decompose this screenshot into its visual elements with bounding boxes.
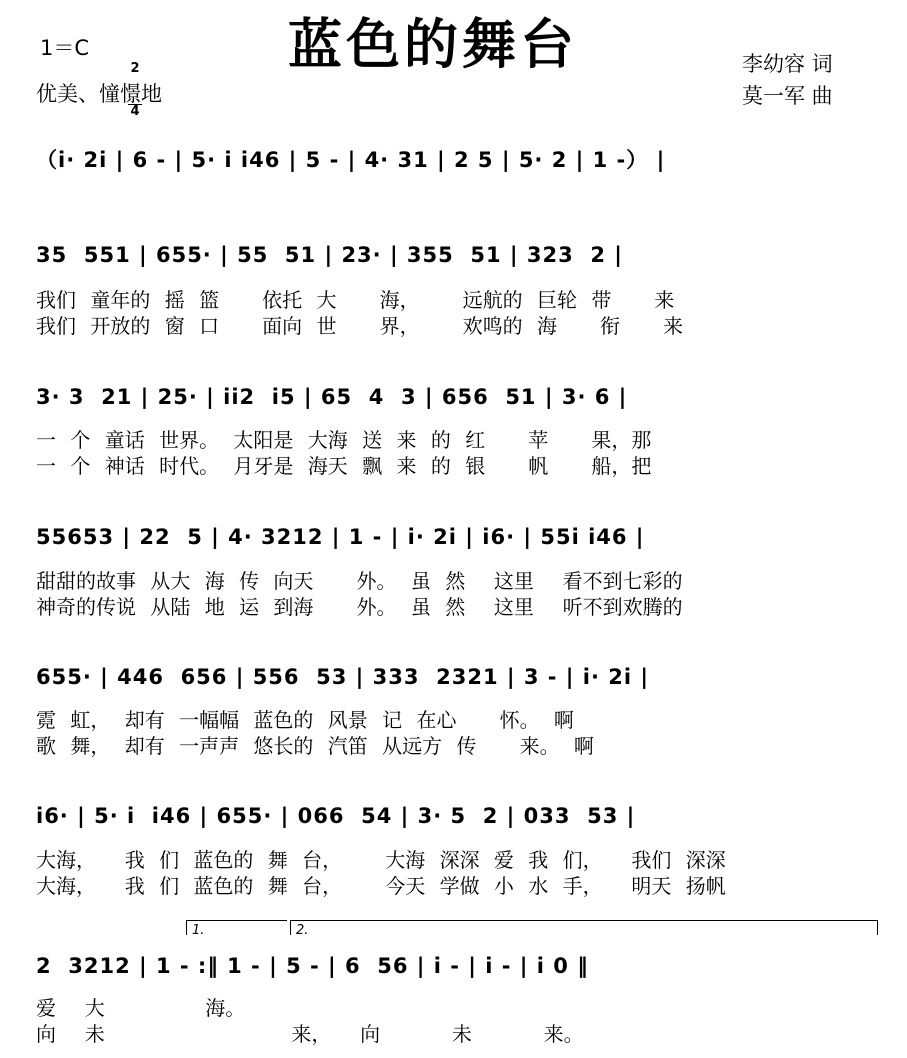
first-ending-label: 1. <box>192 923 205 938</box>
notation-line-intro: （i· 2i | 6 - | 5· i i46 | 5 - | 4· 31 | 2 5 | 5· 2 | 1 -） | <box>36 148 666 172</box>
tempo-marking: 优美、憧憬地 <box>36 82 162 106</box>
key-signature: 1＝C <box>40 36 90 60</box>
lyrics-verse1-line-2: 一 个 童话 世界。 太阳是 大海 送 来 的 红 苹 果，那 <box>36 428 652 452</box>
lyrics-verse1-line-4: 霓 虹， 却有 一幅幅 蓝色的 风景 记 在心 怀。 啊 <box>36 708 574 732</box>
lyrics-verse2-line-4: 歌 舞， 却有 一声声 悠长的 汽笛 从远方 传 来。 啊 <box>36 734 594 758</box>
notation-line-6: 2 3212 | 1 - :‖ 1 - | 5 - | 6 56 | i - | i - | i 0 ‖ <box>36 954 589 978</box>
time-signature-bottom: 4 <box>128 104 142 119</box>
second-ending-label: 2. <box>296 923 309 938</box>
first-ending-bracket <box>186 920 287 938</box>
notation-line-5: i6· | 5· i i46 | 655· | 066 54 | 3· 5 2 | 033 53 | <box>36 804 636 828</box>
notation-line-4: 655· | 446 656 | 556 53 | 333 2321 | 3 - | i· 2i | <box>36 665 650 689</box>
second-ending-bracket <box>290 920 878 938</box>
notation-line-3: 55653 | 22 5 | 4· 3212 | 1 - | i· 2i | i6· | 55i i46 | <box>36 525 645 549</box>
lyricist-credit: 李幼容 词 <box>742 52 833 76</box>
composer-credit: 莫一军 曲 <box>742 84 833 108</box>
lyrics-verse2-line-2: 一 个 神话 时代。 月牙是 海天 飘 来 的 银 帆 船，把 <box>36 454 652 478</box>
lyrics-verse1-line-1: 我们 童年的 摇 篮 依托 大 海， 远航的 巨轮 带 来 <box>36 288 675 312</box>
lyrics-verse1-line-6: 爱 大 海。 <box>36 996 246 1020</box>
notation-line-2: 3· 3 21 | 25· | ii2 i5 | 65 4 3 | 656 51 | 3· 6 | <box>36 385 628 409</box>
lyrics-verse2-line-1: 我们 开放的 窗 口 面向 世 界， 欢鸣的 海 衔 来 <box>36 314 684 338</box>
lyrics-verse2-line-3: 神奇的传说 从陆 地 运 到海 外。 虽 然 这里 听不到欢腾的 <box>36 595 683 619</box>
lyrics-verse2-line-5: 大海， 我 们 蓝色的 舞 台， 今天 学做 小 水 手， 明天 扬帆 <box>36 874 726 898</box>
time-signature-top: 2 <box>130 61 140 76</box>
lyrics-verse1-line-3: 甜甜的故事 从大 海 传 向天 外。 虽 然 这里 看不到七彩的 <box>36 569 683 593</box>
song-title: 蓝色的舞台 <box>288 13 578 76</box>
lyrics-verse2-line-6: 向 未 来， 向 未 来。 <box>36 1022 584 1046</box>
lyrics-verse1-line-5: 大海， 我 们 蓝色的 舞 台， 大海 深深 爱 我 们， 我们 深深 <box>36 848 726 872</box>
notation-line-1: 35 551 | 655· | 55 51 | 23· | 355 51 | 323 2 | <box>36 243 623 267</box>
